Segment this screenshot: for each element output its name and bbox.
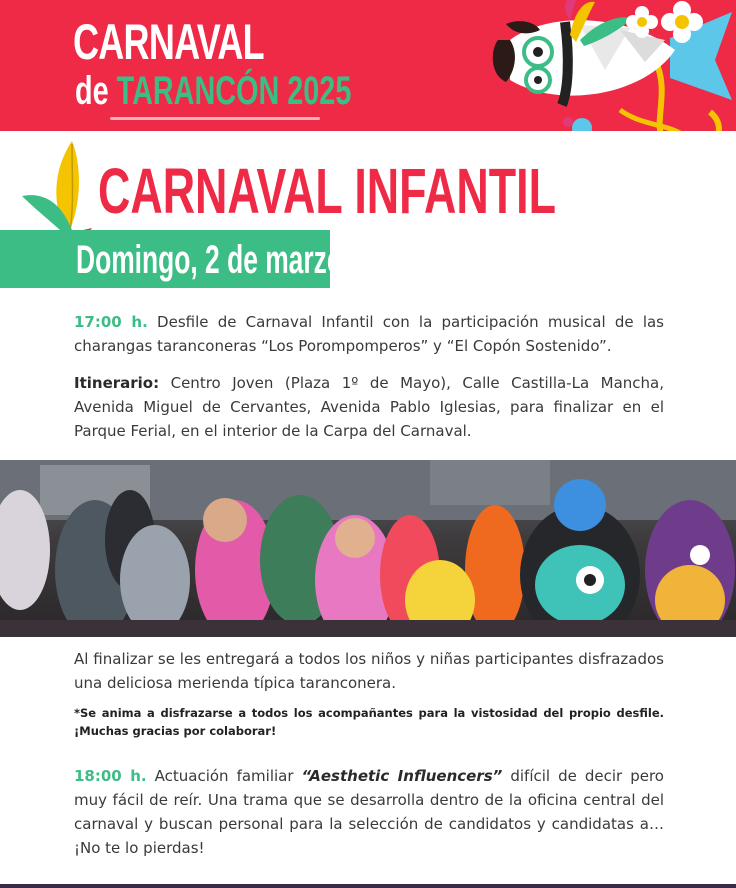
event-desfile-paragraph: [74, 310, 664, 358]
parade-illustration: [0, 460, 736, 637]
header-title-de: de: [75, 69, 109, 113]
header-underline: [110, 117, 320, 120]
event-desfile-time: 17:00 h.: [74, 313, 148, 331]
carnival-parade-photo: [0, 460, 736, 637]
closing-paragraph: Al finalizar se les entregará a todos los niños y niñas participantes disfrazados una deliciosa merienda típica taranconera.: [74, 650, 664, 692]
header-title-carnaval: CARNAVAL: [73, 14, 264, 70]
page-bottom-border: [0, 884, 736, 888]
header-title-city: [75, 68, 351, 114]
itinerary-label: Itinerario:: [74, 374, 160, 392]
event-theatre-paragraph: [74, 764, 664, 860]
header-title-year: TARANCÓN 2025: [116, 69, 352, 113]
event-theatre-time: 18:00 h.: [74, 767, 147, 785]
itinerary-paragraph: [74, 371, 664, 443]
section-title: CARNAVAL INFANTIL: [98, 155, 556, 227]
carnival-fish-mask-illustration: [470, 0, 736, 131]
event-date: Domingo, 2 de marzo: [76, 238, 343, 282]
event-theatre-text-after: difícil de decir pero muy fácil de reír. Una trama que se desarrolla dentro de la oficina central del carnaval y buscan personal para la selección de candidatos y candidatas a… ¡No te lo pierdas!: [74, 767, 664, 857]
event-theatre-text-before: Actuación familiar: [146, 767, 302, 785]
closing-note: *Se anima a disfrazarse a todos los acompañantes para la vistosidad del propio desfile. ¡Muchas gracias por colaborar!: [74, 706, 664, 738]
header-banner: [0, 0, 736, 131]
itinerary-text: Centro Joven (Plaza 1º de Mayo), Calle Castilla-La Mancha, Avenida Miguel de Cervantes, Avenida Pablo Iglesias, para finalizar en el Parque Ferial, en el interior de la Carpa del Carnaval.: [74, 374, 664, 440]
event-desfile-text: Desfile de Carnaval Infantil con la participación musical de las charangas taranconeras “Los Porompomperos” y “El Copón Sostenido”.: [74, 313, 664, 355]
event-theatre-show-title: “Aesthetic Influencers”: [301, 767, 503, 785]
